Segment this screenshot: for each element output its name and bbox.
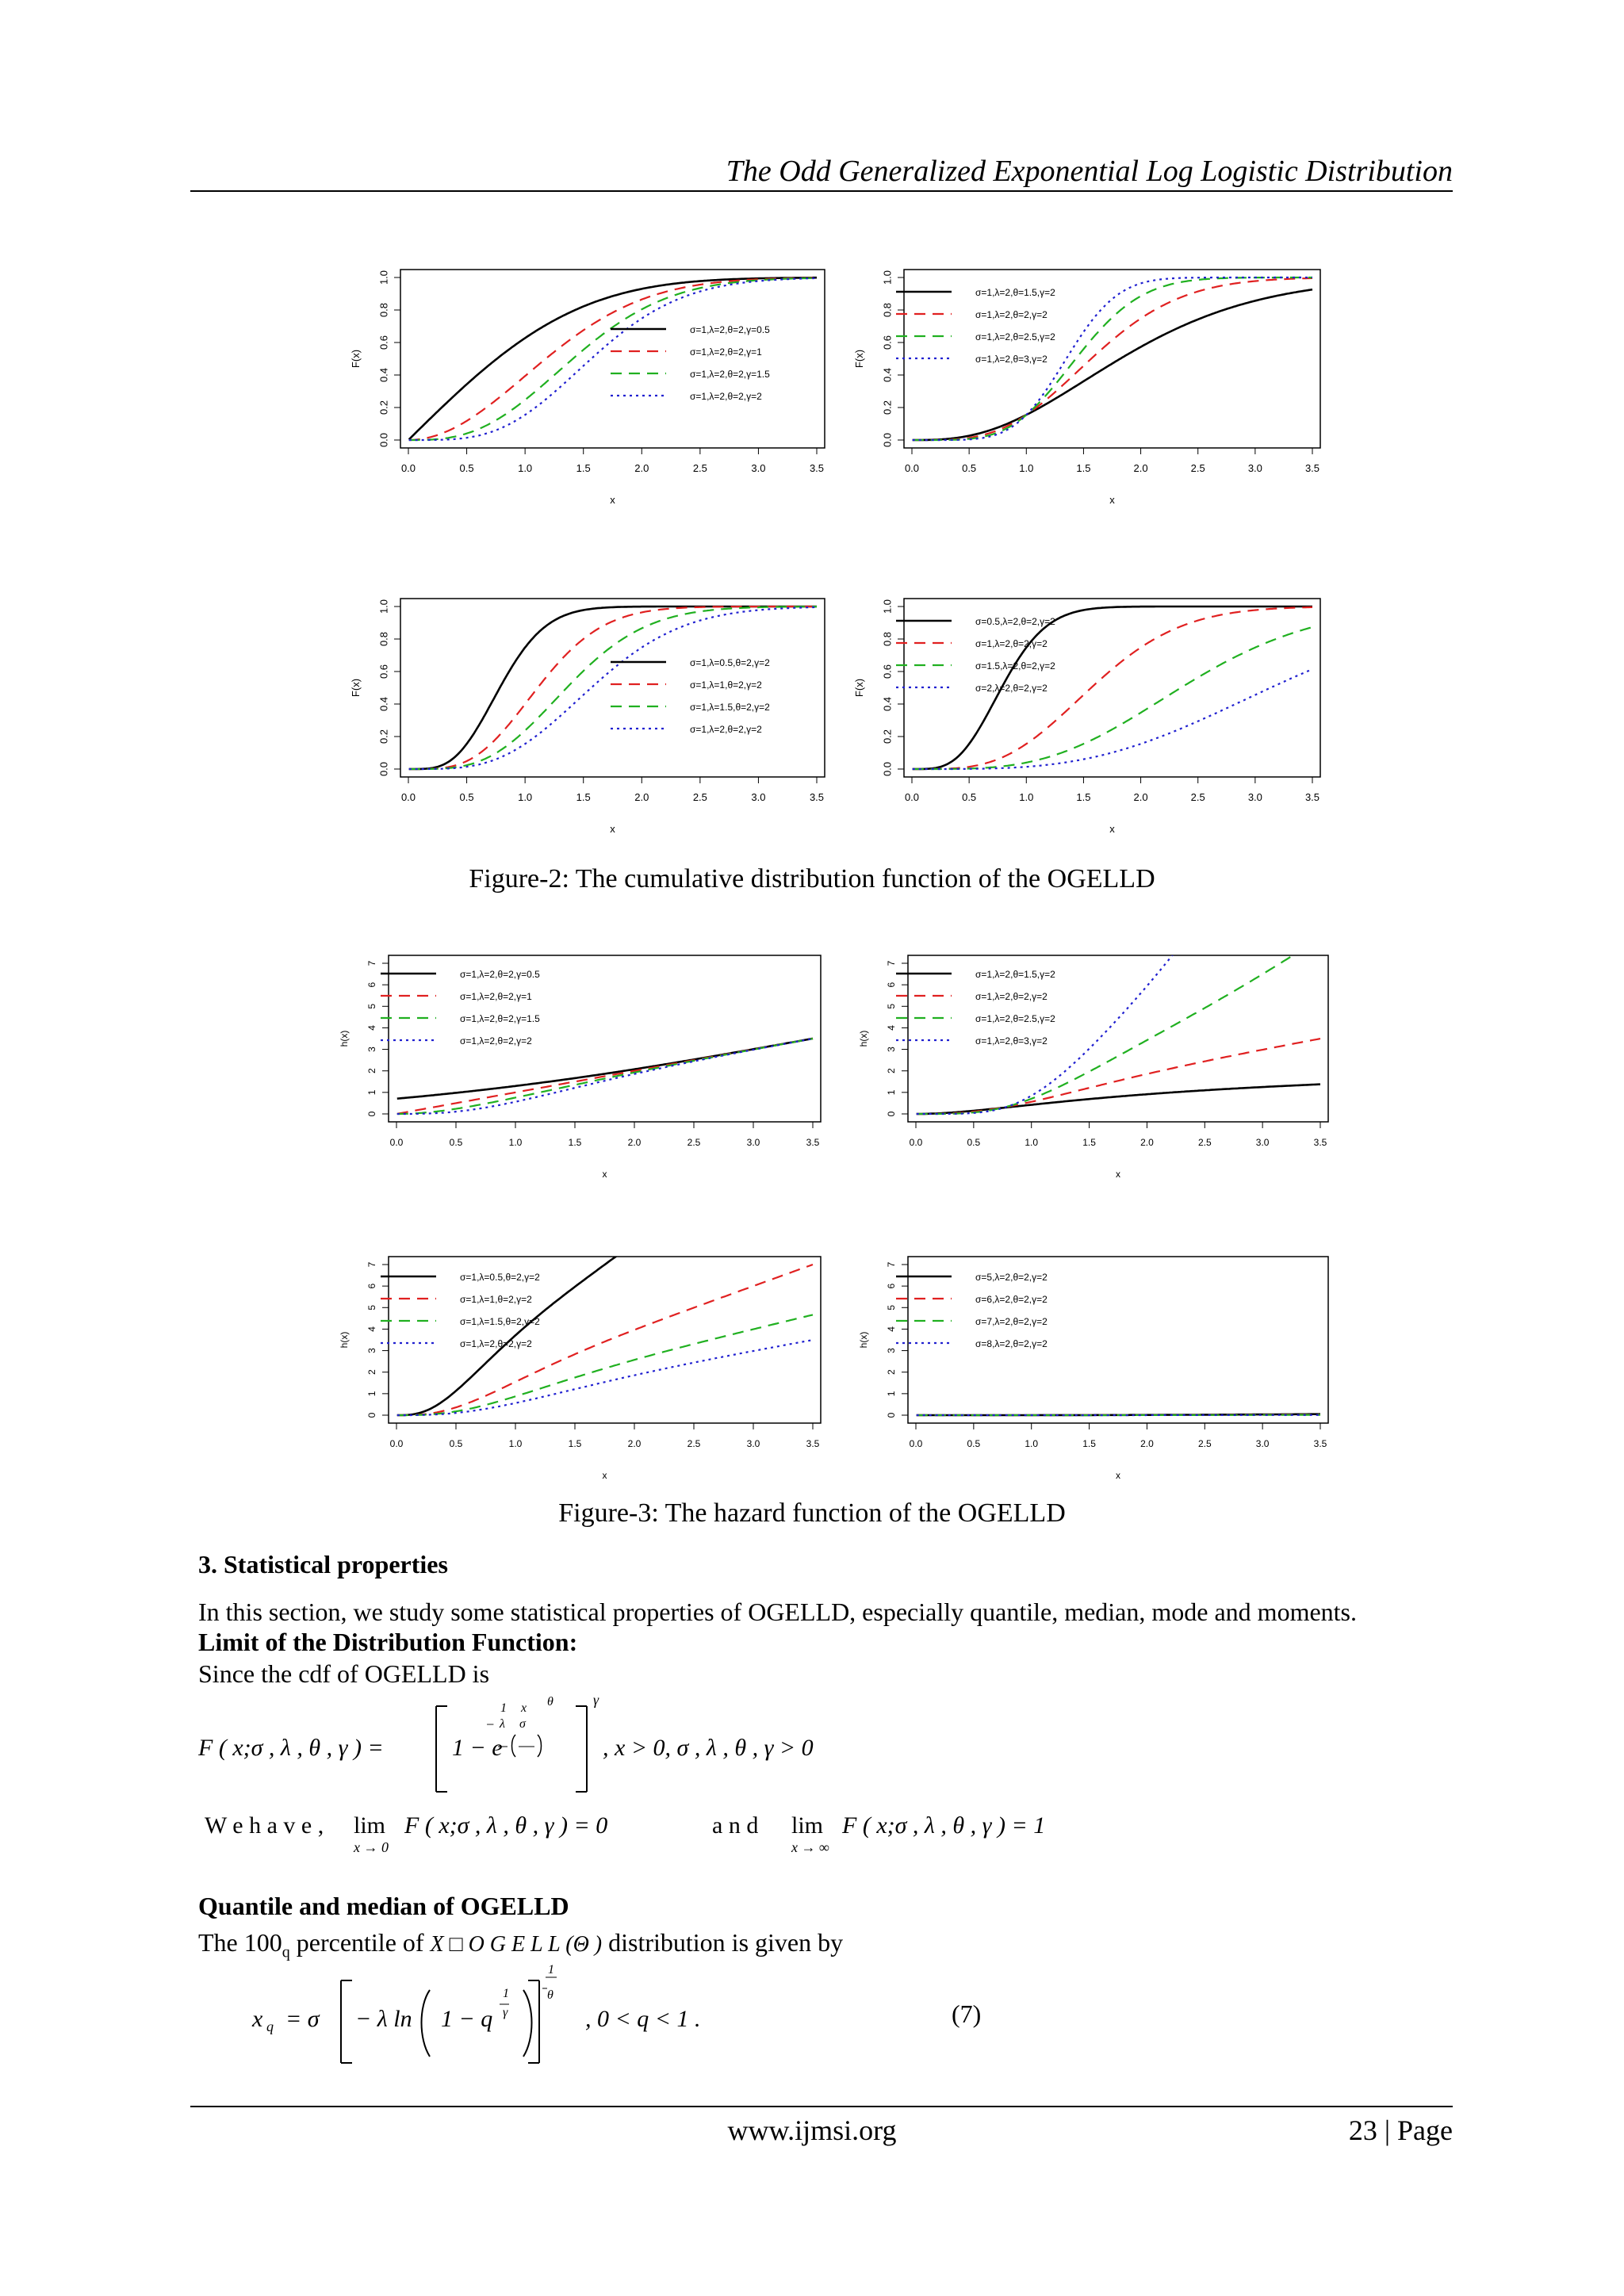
cdf-d-series-3: [913, 627, 1312, 769]
limit-lim-1: lim: [354, 1812, 386, 1839]
haz-c-ytick-label: 2: [366, 1369, 378, 1376]
haz-a-series-1: [397, 1039, 813, 1099]
haz-b-xlabel: x: [1116, 1169, 1120, 1180]
cdf-a-ylabel: F(x): [350, 349, 362, 369]
section-title: 3. Statistical properties: [198, 1550, 448, 1578]
cdf-d-xtick-label: 0.0: [904, 791, 920, 803]
haz-b-ytick-label: 6: [886, 982, 898, 988]
haz-b-xtick-label: 2.5: [1197, 1137, 1212, 1148]
cdf-d-ytick-label: 1.0: [881, 599, 894, 614]
cdf-c-legend-label: σ=1,λ=1.5,θ=2,γ=2: [690, 702, 770, 713]
percentile-text-c: distribution is given by: [602, 1928, 844, 1957]
haz-c-legend-label: σ=1,λ=2,θ=2,γ=2: [460, 1338, 532, 1349]
haz-d-frame: [908, 1257, 1328, 1423]
section-intro: In this section, we study some statistical properties of OGELLD, especially quantile, median, mode and moments.: [198, 1598, 1357, 1626]
haz-d-legend-label: σ=7,λ=2,θ=2,γ=2: [975, 1316, 1048, 1327]
haz-a-xtick-label: 2.0: [627, 1137, 642, 1148]
haz-b-ytick-label: 1: [886, 1089, 898, 1096]
equation-number: (7): [952, 1999, 982, 2028]
cdf-exp-theta: θ: [547, 1695, 553, 1709]
haz-b-ylabel: h(x): [858, 1030, 869, 1047]
haz-a-ytick-label: 3: [366, 1047, 378, 1052]
haz-c-ylabel: h(x): [339, 1331, 350, 1349]
cdf-b-ytick-label: 1.0: [881, 270, 894, 285]
cdf-exp-sigma: σ: [519, 1717, 526, 1731]
haz-d-xlabel: x: [1116, 1470, 1120, 1481]
cdf-c-xlabel: x: [610, 823, 615, 835]
cdf-d-frame: [904, 599, 1320, 777]
haz-d-legend-label: σ=8,λ=2,θ=2,γ=2: [975, 1338, 1048, 1349]
xq-outer-exp-den: θ: [547, 1988, 553, 2002]
cdf-d-legend-label: σ=1,λ=2,θ=2,γ=2: [975, 638, 1048, 649]
cdf-b-ytick-label: 0.6: [881, 335, 894, 350]
cdf-a-ytick-label: 0.6: [377, 335, 390, 350]
limit-expr-2: F ( x;σ , λ , θ , γ ) = 1: [842, 1812, 1046, 1839]
cdf-c-ytick-label: 0.6: [377, 664, 390, 679]
quantile-heading: Quantile and median of OGELLD: [198, 1892, 569, 1920]
cdf-c-ytick-label: 0.2: [377, 729, 390, 744]
cdf-b-xtick-label: 0.5: [962, 462, 977, 474]
haz-d-xtick-label: 2.0: [1140, 1438, 1154, 1449]
cdf-b-ylabel: F(x): [853, 349, 865, 369]
haz-c-ytick-label: 5: [366, 1304, 378, 1311]
haz-a-legend-label: σ=1,λ=2,θ=2,γ=0.5: [460, 969, 540, 980]
cdf-b-ytick-label: 0.0: [881, 432, 894, 448]
cdf-exp-neg: −: [485, 1716, 496, 1732]
cdf-b-ytick-label: 0.8: [881, 302, 894, 318]
haz-a-legend-label: σ=1,λ=2,θ=2,γ=1: [460, 991, 532, 1002]
cdf-a-legend-label: σ=1,λ=2,θ=2,γ=1.5: [690, 369, 770, 380]
cdf-a-legend-label: σ=1,λ=2,θ=2,γ=2: [690, 391, 762, 402]
xq-sub: q: [266, 2019, 274, 2034]
xq-body: − λ ln: [355, 2006, 412, 2032]
haz-c-series-4: [397, 1340, 813, 1415]
cdf-a-ytick-label: 0.4: [377, 367, 390, 383]
cdf-a-xtick-label: 0.5: [459, 462, 474, 474]
percentile-text-b: percentile of: [289, 1928, 431, 1957]
cdf-b-xtick-label: 2.0: [1133, 462, 1148, 474]
cdf-d-legend-label: σ=1.5,λ=2,θ=2,γ=2: [975, 660, 1055, 672]
cdf-a-xlabel: x: [610, 494, 615, 506]
cdf-a-xtick-label: 2.5: [692, 462, 707, 474]
cdf-d-ytick-label: 0.6: [881, 664, 894, 679]
haz-d-xtick-label: 0.0: [909, 1438, 923, 1449]
cdf-d-series-2: [913, 607, 1312, 769]
haz-c-legend-label: σ=1,λ=1.5,θ=2,γ=2: [460, 1316, 540, 1327]
haz-c-xtick-label: 1.0: [508, 1438, 523, 1449]
cdf-b-frame: [904, 270, 1320, 448]
cdf-b-legend-label: σ=1,λ=2,θ=3,γ=2: [975, 354, 1048, 365]
haz-b-legend-label: σ=1,λ=2,θ=2,γ=2: [975, 991, 1048, 1002]
haz-c-xtick-label: 2.5: [687, 1438, 701, 1449]
haz-d-xtick-label: 0.5: [967, 1438, 981, 1449]
haz-a-ytick-label: 0: [366, 1111, 378, 1117]
cdf-b-legend-label: σ=1,λ=2,θ=2.5,γ=2: [975, 331, 1055, 342]
haz-c-xtick-label: 0.0: [389, 1438, 404, 1449]
figure2-caption: Figure-2: The cumulative distribution function of the OGELLD: [469, 864, 1155, 894]
cdf-b-xtick-label: 3.5: [1304, 462, 1320, 474]
haz-d-xtick-label: 2.5: [1197, 1438, 1212, 1449]
cdf-b-xtick-label: 1.0: [1019, 462, 1034, 474]
cdf-gamma: γ: [593, 1692, 599, 1708]
cdf-c-legend-label: σ=1,λ=1,θ=2,γ=2: [690, 679, 762, 691]
cdf-a-xtick-label: 0.0: [400, 462, 416, 474]
haz-d-ytick-label: 3: [886, 1348, 898, 1353]
limit-sub-2: x → ∞: [791, 1839, 829, 1855]
cdf-d-series-1: [913, 607, 1312, 769]
cdf-b-xtick-label: 3.0: [1247, 462, 1262, 474]
cdf-c-ytick-label: 1.0: [377, 599, 390, 614]
haz-c-ytick-label: 1: [366, 1391, 378, 1397]
cdf-intro: Since the cdf of OGELLD is: [198, 1659, 490, 1688]
cdf-c-ytick-label: 0.8: [377, 631, 390, 647]
cdf-d-ytick-label: 0.8: [881, 631, 894, 647]
haz-a-xtick-label: 3.5: [806, 1137, 820, 1148]
cdf-d-legend-label: σ=2,λ=2,θ=2,γ=2: [975, 683, 1048, 694]
haz-c-series-3: [397, 1314, 813, 1415]
haz-c-frame: [389, 1257, 821, 1423]
cdf-b-legend-label: σ=1,λ=2,θ=1.5,γ=2: [975, 287, 1055, 298]
xq-outer-exp-num: 1: [548, 1963, 554, 1976]
haz-b-xtick-label: 0.5: [967, 1137, 981, 1148]
figure3-caption: Figure-3: The hazard function of the OGELLD: [558, 1498, 1066, 1528]
limit-lim-2: lim: [791, 1812, 824, 1839]
cdf-c-xtick-label: 2.0: [634, 791, 649, 803]
haz-d-xtick-label: 1.0: [1025, 1438, 1039, 1449]
cdf-a-series-3: [409, 278, 817, 440]
cdf-a-ytick-label: 0.8: [377, 302, 390, 318]
cdf-c-ytick-label: 0.0: [377, 761, 390, 777]
haz-d-ylabel: h(x): [858, 1331, 869, 1349]
haz-b-legend-label: σ=1,λ=2,θ=3,γ=2: [975, 1035, 1048, 1047]
haz-b-xtick-label: 0.0: [909, 1137, 923, 1148]
cdf-a-series-1: [409, 277, 817, 439]
haz-a-xtick-label: 0.5: [449, 1137, 463, 1148]
cdf-b-series-1: [913, 289, 1312, 440]
haz-d-xtick-label: 1.5: [1082, 1438, 1096, 1449]
cdf-c-legend-label: σ=1,λ=0.5,θ=2,γ=2: [690, 657, 770, 668]
haz-d-ytick-label: 5: [886, 1304, 898, 1311]
cdf-a-legend-label: σ=1,λ=2,θ=2,γ=0.5: [690, 324, 770, 335]
haz-c-ytick-label: 7: [366, 1261, 378, 1268]
cdf-exp-one: 1: [500, 1701, 507, 1715]
haz-c-legend-label: σ=1,λ=0.5,θ=2,γ=2: [460, 1272, 540, 1283]
footer-rule: [190, 2106, 1453, 2107]
limit-sub-1: x → 0: [354, 1839, 389, 1855]
limit-expr-1: F ( x;σ , λ , θ , γ ) = 0: [404, 1812, 608, 1839]
cdf-c-xtick-label: 0.5: [459, 791, 474, 803]
cdf-a-xtick-label: 2.0: [634, 462, 649, 474]
haz-d-ytick-label: 6: [886, 1283, 898, 1289]
cdf-one-minus-e: 1 − e: [452, 1735, 503, 1761]
limit-heading: Limit of the Distribution Function:: [198, 1628, 578, 1656]
haz-c-legend-label: σ=1,λ=1,θ=2,γ=2: [460, 1294, 532, 1305]
haz-d-xtick-label: 3.0: [1255, 1438, 1270, 1449]
cdf-d-xtick-label: 1.0: [1019, 791, 1034, 803]
haz-a-xlabel: x: [602, 1169, 607, 1180]
cdf-a-series-2: [409, 277, 817, 440]
cdf-c-xtick-label: 0.0: [400, 791, 416, 803]
cdf-c-xtick-label: 3.5: [809, 791, 825, 803]
haz-c-xtick-label: 0.5: [449, 1438, 463, 1449]
cdf-c-legend-label: σ=1,λ=2,θ=2,γ=2: [690, 724, 762, 735]
haz-a-xtick-label: 0.0: [389, 1137, 404, 1148]
cdf-d-xtick-label: 3.5: [1304, 791, 1320, 803]
cdf-d-xtick-label: 3.0: [1247, 791, 1262, 803]
haz-b-ytick-label: 4: [886, 1025, 898, 1031]
haz-b-series-1: [917, 1085, 1320, 1114]
cdf-a-xtick-label: 3.0: [751, 462, 766, 474]
cdf-d-xtick-label: 2.5: [1190, 791, 1205, 803]
haz-a-frame: [389, 955, 821, 1122]
percentile-math: X □ O G E L L (Θ ): [430, 1932, 603, 1957]
xq-lhs: x: [252, 2006, 263, 2032]
running-header-title: The Odd Generalized Exponential Log Logistic Distribution: [726, 155, 1453, 188]
haz-b-ytick-label: 0: [886, 1111, 898, 1117]
haz-a-ytick-label: 5: [366, 1003, 378, 1009]
haz-b-ytick-label: 5: [886, 1003, 898, 1009]
cdf-a-xtick-label: 1.5: [576, 462, 591, 474]
cdf-b-xtick-label: 1.5: [1076, 462, 1091, 474]
haz-b-xtick-label: 1.5: [1082, 1137, 1096, 1148]
haz-a-ylabel: h(x): [339, 1030, 350, 1047]
cdf-b-legend-label: σ=1,λ=2,θ=2,γ=2: [975, 309, 1048, 320]
haz-a-ytick-label: 6: [366, 982, 378, 988]
haz-b-legend-label: σ=1,λ=2,θ=1.5,γ=2: [975, 969, 1055, 980]
cdf-b-ytick-label: 0.4: [881, 367, 894, 383]
haz-a-xtick-label: 2.5: [687, 1137, 701, 1148]
footer-url: www.ijmsi.org: [727, 2114, 897, 2146]
haz-d-ytick-label: 1: [886, 1391, 898, 1397]
cdf-lhs: F ( x;σ , λ , θ , γ ) =: [198, 1735, 384, 1761]
haz-a-legend-label: σ=1,λ=2,θ=2,γ=1.5: [460, 1013, 540, 1024]
percentile-sentence: [198, 1928, 843, 1961]
cdf-c-ylabel: F(x): [350, 678, 362, 698]
haz-a-ytick-label: 4: [366, 1025, 378, 1031]
cdf-exp-x: x: [521, 1701, 527, 1715]
haz-c-xtick-label: 3.0: [746, 1438, 760, 1449]
cdf-d-ytick-label: 0.4: [881, 696, 894, 712]
xq-inner-exp-num: 1: [503, 1987, 509, 2000]
haz-c-xtick-label: 1.5: [568, 1438, 582, 1449]
haz-d-ytick-label: 7: [886, 1261, 898, 1268]
cdf-b-xtick-label: 0.0: [904, 462, 920, 474]
cdf-a-ytick-label: 0.0: [377, 432, 390, 448]
cdf-d-ytick-label: 0.2: [881, 729, 894, 744]
haz-d-xtick-label: 3.5: [1313, 1438, 1327, 1449]
haz-a-xtick-label: 3.0: [746, 1137, 760, 1148]
xq-inner: 1 − q: [441, 2006, 493, 2032]
haz-b-ytick-label: 2: [886, 1068, 898, 1074]
haz-b-series-2: [917, 1039, 1320, 1114]
haz-d-ytick-label: 0: [886, 1412, 898, 1418]
xq-condition: , 0 < q < 1 .: [585, 2006, 701, 2032]
cdf-condition: , x > 0, σ , λ , θ , γ > 0: [603, 1735, 814, 1761]
footer-page-number: 23 | Page: [1348, 2114, 1453, 2146]
cdf-c-xtick-label: 1.0: [518, 791, 533, 803]
cdf-d-ytick-label: 0.0: [881, 761, 894, 777]
cdf-b-xlabel: x: [1109, 494, 1115, 506]
haz-b-ytick-label: 3: [886, 1047, 898, 1052]
cdf-c-xtick-label: 1.5: [576, 791, 591, 803]
cdf-c-ytick-label: 0.4: [377, 696, 390, 712]
cdf-exp-lambda: λ: [500, 1717, 505, 1731]
cdf-d-xtick-label: 2.0: [1133, 791, 1148, 803]
haz-b-xtick-label: 2.0: [1140, 1137, 1154, 1148]
percentile-text-a: The 100: [198, 1928, 282, 1957]
cdf-d-xtick-label: 1.5: [1076, 791, 1091, 803]
haz-d-legend-label: σ=6,λ=2,θ=2,γ=2: [975, 1294, 1048, 1305]
haz-c-ytick-label: 6: [366, 1283, 378, 1289]
cdf-d-xlabel: x: [1109, 823, 1115, 835]
cdf-a-xtick-label: 3.5: [809, 462, 825, 474]
haz-b-legend-label: σ=1,λ=2,θ=2.5,γ=2: [975, 1013, 1055, 1024]
haz-a-xtick-label: 1.0: [508, 1137, 523, 1148]
cdf-a-legend-label: σ=1,λ=2,θ=2,γ=1: [690, 346, 762, 358]
haz-a-ytick-label: 1: [366, 1089, 378, 1096]
haz-c-xtick-label: 3.5: [806, 1438, 820, 1449]
haz-a-ytick-label: 2: [366, 1068, 378, 1074]
cdf-b-ytick-label: 0.2: [881, 400, 894, 415]
haz-c-xtick-label: 2.0: [627, 1438, 642, 1449]
limit-and: a n d: [712, 1812, 759, 1839]
cdf-a-series-4: [409, 278, 817, 440]
cdf-d-xtick-label: 0.5: [962, 791, 977, 803]
haz-d-ytick-label: 2: [886, 1369, 898, 1376]
cdf-c-xtick-label: 2.5: [692, 791, 707, 803]
haz-c-ytick-label: 4: [366, 1326, 378, 1332]
haz-b-ytick-label: 7: [886, 960, 898, 966]
cdf-d-series-4: [913, 669, 1312, 769]
xq-inner-exp-den: γ: [503, 2006, 508, 2019]
percentile-sub: q: [282, 1943, 290, 1961]
haz-a-ytick-label: 7: [366, 960, 378, 966]
haz-c-xlabel: x: [602, 1470, 607, 1481]
cdf-a-xtick-label: 1.0: [518, 462, 533, 474]
xq-equals-sigma: = σ: [285, 2006, 320, 2032]
cdf-d-legend-label: σ=0.5,λ=2,θ=2,γ=2: [975, 616, 1055, 627]
haz-c-ytick-label: 0: [366, 1412, 378, 1418]
cdf-b-xtick-label: 2.5: [1190, 462, 1205, 474]
cdf-a-ytick-label: 1.0: [377, 270, 390, 285]
haz-d-ytick-label: 4: [886, 1326, 898, 1332]
haz-b-xtick-label: 1.0: [1025, 1137, 1039, 1148]
limit-we-have: W e h a v e ,: [205, 1812, 324, 1839]
haz-a-legend-label: σ=1,λ=2,θ=2,γ=2: [460, 1035, 532, 1047]
haz-d-legend-label: σ=5,λ=2,θ=2,γ=2: [975, 1272, 1048, 1283]
cdf-a-ytick-label: 0.2: [377, 400, 390, 415]
haz-b-xtick-label: 3.5: [1313, 1137, 1327, 1148]
haz-c-ytick-label: 3: [366, 1348, 378, 1353]
cdf-d-ylabel: F(x): [853, 678, 865, 698]
haz-b-xtick-label: 3.0: [1255, 1137, 1270, 1148]
haz-a-xtick-label: 1.5: [568, 1137, 582, 1148]
cdf-c-xtick-label: 3.0: [751, 791, 766, 803]
